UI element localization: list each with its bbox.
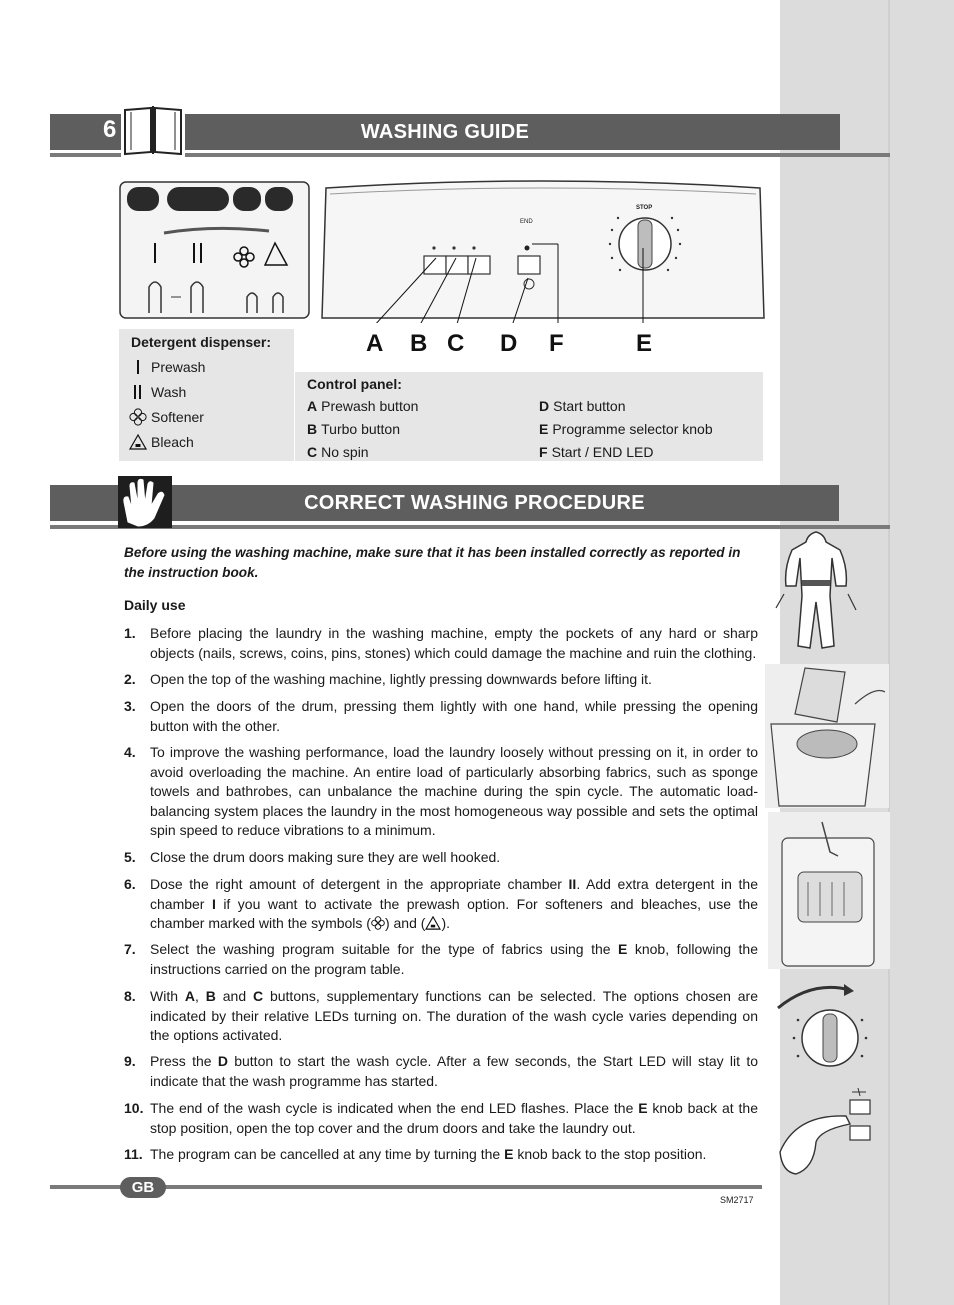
step-9: 9. Press the D button to start the wash cycle. After a few seconds, the Start LED will stay lit to indicate that the wash programme has started. xyxy=(124,1053,758,1089)
figure-letter-b: B xyxy=(410,330,428,357)
control-panel-illustration xyxy=(318,178,768,323)
legend-label: Prewash xyxy=(151,359,206,375)
figure-letter-e: E xyxy=(636,330,653,357)
softener-flower-icon xyxy=(127,408,149,426)
bleach-triangle-icon xyxy=(127,434,149,450)
step-8: 8. With A, B and C buttons, supplementary functions can be selected. The options chosen are indicated by their relative LEDs turning on. The duration of the wash cycle varies depending on the options activated. xyxy=(124,988,759,1043)
step-10: 10. The end of the wash cycle is indicated when the end LED flashes. Place the E knob back at the stop position, open the top cover and the drum doors and take the laundry out. xyxy=(124,1100,758,1136)
softener-flower-icon xyxy=(371,916,385,930)
figure-letter-d: D xyxy=(500,330,518,357)
open-lid-illustration xyxy=(765,664,889,808)
step-4: 4. To improve the washing performance, load the laundry loosely without pressing on it, in order to avoid overloading the machine. An entire load of particularly absorbing fabrics, such as sponge towels and bathrobes, can unbalance the machine during the spin cycle. The automatic load-balancing system places the laundry in the most homogeneous way possible and sets the optimal spin speed to reduce vibrations to a minimum. xyxy=(124,744,758,838)
legend-item-softener xyxy=(127,407,204,427)
prewash-chamber-icon xyxy=(127,360,149,374)
step-2: 2. Open the top of the washing machine, lightly pressing downwards before lifting it. xyxy=(124,671,652,687)
legend-label: Bleach xyxy=(151,434,194,450)
dispenser-legend-title: Detergent dispenser: xyxy=(131,334,272,350)
hand-icon xyxy=(118,476,172,528)
wash-chamber-icon xyxy=(127,385,149,399)
legend-item-wash xyxy=(127,382,186,402)
legend-item-start-end-led: F Start / END LED xyxy=(539,444,654,460)
bleach-triangle-icon xyxy=(425,916,441,930)
programme-knob-illustration xyxy=(772,980,888,1084)
step-6: 6. Dose the right amount of detergent in the appropriate chamber II. Add extra detergent in the chamber I if you want to activate the prewash option. For softeners and bleaches, use the chamber marked with the symbols ( ) and ( ). xyxy=(124,876,758,931)
empty-pockets-illustration xyxy=(772,528,860,656)
detergent-dispenser-illustration xyxy=(119,181,310,319)
legend-item-bleach xyxy=(127,432,194,452)
procedure-intro: Before using the washing machine, make sure that it has been installed correctly as reported in the instruction book. xyxy=(124,545,741,580)
legend-item-selector-knob: E Programme selector knob xyxy=(539,421,713,437)
step-1: 1. Before placing the laundry in the washing machine, empty the pockets of any hard or sharp objects (nails, screws, coins, pins, stones) which could damage the machine and ruin the clothing. xyxy=(124,625,758,661)
open-book-icon xyxy=(121,102,185,158)
dispenser-drawer-illustration xyxy=(768,812,890,969)
legend-item-start-button: D Start button xyxy=(539,398,626,414)
document-code: SM2717 xyxy=(720,1195,754,1205)
control-panel-legend xyxy=(295,372,763,461)
legend-item-prewash xyxy=(127,357,205,377)
language-badge: GB xyxy=(120,1177,166,1198)
start-button-press-illustration xyxy=(776,1086,876,1182)
legend-label: Wash xyxy=(151,384,187,400)
side-band-line xyxy=(888,0,890,1305)
legend-item-prewash-button: A Prewash button xyxy=(307,398,419,414)
page-number: 6 xyxy=(103,116,117,143)
step-3: 3. Open the doors of the drum, pressing them lightly with one hand, while pressing the opening button with the other. xyxy=(124,698,758,734)
control-legend-title: Control panel: xyxy=(307,376,402,392)
figure-letter-f: F xyxy=(549,330,564,357)
detergent-dispenser-legend xyxy=(119,329,294,461)
washing-procedure-title: CORRECT WASHING PROCEDURE xyxy=(304,491,645,514)
end-led-label: END xyxy=(520,219,533,225)
daily-use-heading: Daily use xyxy=(124,597,186,613)
legend-label: Softener xyxy=(151,409,204,425)
legend-item-no-spin: C No spin xyxy=(307,444,369,460)
washing-procedure-rule xyxy=(50,525,890,529)
legend-item-turbo-button: B Turbo button xyxy=(307,421,400,437)
step-7: 7. Select the washing program suitable for the type of fabrics using the E knob, following the instructions carried on the program table. xyxy=(124,941,758,977)
step-5: 5. Close the drum doors making sure they are well hooked. xyxy=(124,849,501,865)
washing-guide-title: WASHING GUIDE xyxy=(360,120,530,143)
figure-letter-c: C xyxy=(447,330,465,357)
step-11: 11. The program can be cancelled at any time by turning the E knob back to the stop position. xyxy=(124,1146,707,1162)
stop-label: STOP xyxy=(636,205,653,211)
figure-letter-a: A xyxy=(366,330,384,357)
